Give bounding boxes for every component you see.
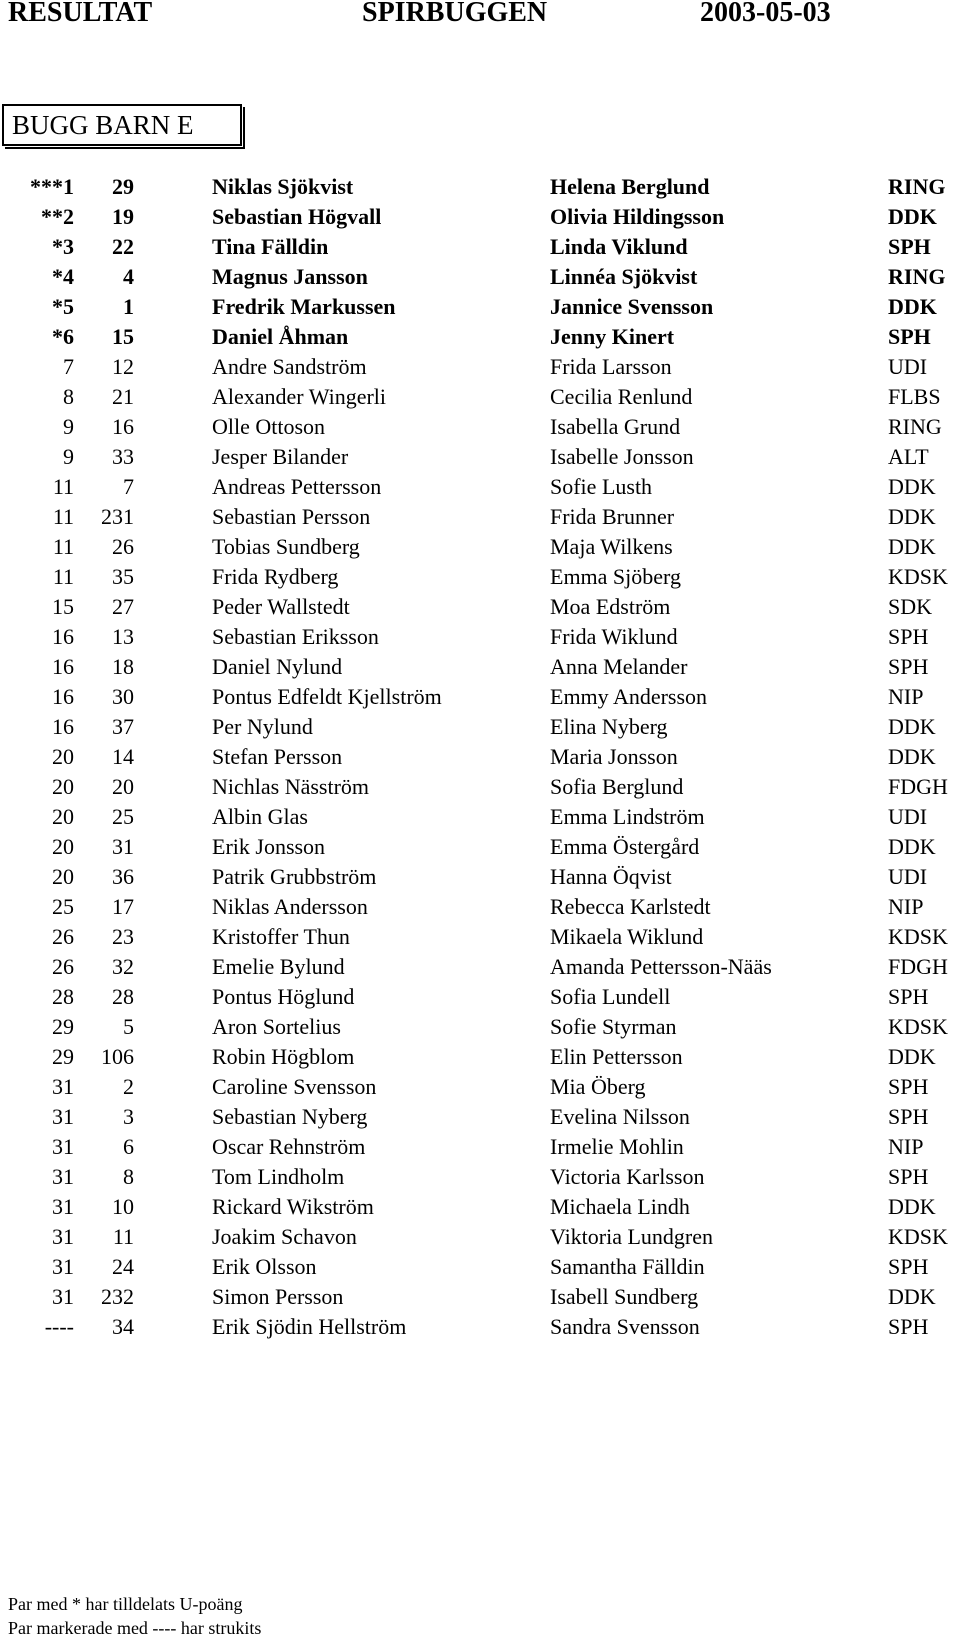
follow-dancer: Helena Berglund	[550, 174, 710, 199]
result-row	[0, 384, 960, 414]
club-code: DDK	[888, 294, 937, 319]
club-code: ALT	[888, 444, 929, 469]
placement: 31	[52, 1134, 74, 1159]
lead-dancer: Nichlas Näsström	[212, 774, 370, 799]
lead-dancer: Daniel Nylund	[212, 654, 343, 679]
start-number: 17	[112, 894, 134, 919]
start-number: 5	[123, 1014, 134, 1039]
club-code: DDK	[888, 744, 936, 769]
placement: **2	[41, 204, 74, 229]
club-code: DDK	[888, 1044, 936, 1069]
start-number: 25	[112, 804, 134, 829]
result-row	[0, 594, 960, 624]
results-table	[0, 174, 960, 1344]
lead-dancer: Andre Sandström	[212, 354, 367, 379]
lead-dancer: Peder Wallstedt	[212, 594, 350, 619]
placement: *6	[52, 324, 74, 349]
placement: ----	[44, 1314, 74, 1339]
lead-dancer: Patrik Grubbström	[212, 864, 377, 889]
placement: 31	[52, 1194, 74, 1219]
result-row	[0, 1014, 960, 1044]
club-code: DDK	[888, 714, 936, 739]
result-row	[0, 984, 960, 1014]
placement: *3	[52, 234, 74, 259]
club-code: FDGH	[888, 954, 948, 979]
result-row	[0, 744, 960, 774]
follow-dancer: Emma Sjöberg	[550, 564, 681, 589]
placement: 31	[52, 1284, 74, 1309]
follow-dancer: Moa Edström	[550, 594, 671, 619]
start-number: 33	[112, 444, 134, 469]
start-number: 36	[112, 864, 134, 889]
club-code: DDK	[888, 504, 936, 529]
placement: 11	[52, 504, 74, 529]
follow-dancer: Frida Brunner	[550, 504, 675, 529]
result-row	[0, 714, 960, 744]
lead-dancer: Daniel Åhman	[212, 324, 349, 349]
follow-dancer: Elina Nyberg	[550, 714, 668, 739]
follow-dancer: Isabelle Jonsson	[550, 444, 694, 469]
result-row	[0, 1314, 960, 1344]
club-code: SPH	[888, 1314, 929, 1339]
follow-dancer: Samantha Fälldin	[550, 1254, 705, 1279]
lead-dancer: Olle Ottoson	[212, 414, 326, 439]
placement: 26	[52, 924, 74, 949]
start-number: 21	[112, 384, 134, 409]
club-code: SPH	[888, 1254, 929, 1279]
placement: 16	[52, 654, 74, 679]
start-number: 20	[112, 774, 134, 799]
result-row	[0, 504, 960, 534]
lead-dancer: Per Nylund	[212, 714, 313, 739]
follow-dancer: Anna Melander	[550, 654, 688, 679]
follow-dancer: Frida Wiklund	[550, 624, 678, 649]
lead-dancer: Rickard Wikström	[212, 1194, 374, 1219]
placement: *5	[52, 294, 74, 319]
club-code: DDK	[888, 474, 936, 499]
placement: 20	[52, 804, 74, 829]
lead-dancer: Niklas Sjökvist	[212, 174, 354, 199]
start-number: 18	[112, 654, 134, 679]
placement: 31	[52, 1164, 74, 1189]
placement: 16	[52, 714, 74, 739]
class-name: BUGG BARN E	[2, 104, 242, 146]
follow-dancer: Irmelie Mohlin	[550, 1134, 684, 1159]
follow-dancer: Viktoria Lundgren	[550, 1224, 714, 1249]
event-name: SPIRBUGGEN	[362, 0, 548, 28]
result-row	[0, 204, 960, 234]
club-code: FLBS	[888, 384, 941, 409]
club-code: FDGH	[888, 774, 948, 799]
placement: 31	[52, 1254, 74, 1279]
club-code: SPH	[888, 654, 929, 679]
result-row	[0, 1164, 960, 1194]
follow-dancer: Amanda Pettersson-Nääs	[550, 954, 772, 979]
follow-dancer: Sofia Berglund	[550, 774, 684, 799]
placement: 16	[52, 684, 74, 709]
result-row	[0, 234, 960, 264]
start-number: 15	[112, 324, 134, 349]
placement: *4	[52, 264, 74, 289]
lead-dancer: Albin Glas	[212, 804, 308, 829]
result-row	[0, 1134, 960, 1164]
follow-dancer: Linda Viklund	[550, 234, 688, 259]
lead-dancer: Sebastian Högvall	[212, 204, 382, 229]
lead-dancer: Niklas Andersson	[212, 894, 368, 919]
club-code: SPH	[888, 984, 929, 1009]
start-number: 35	[112, 564, 134, 589]
start-number: 23	[112, 924, 134, 949]
placement: 20	[52, 744, 74, 769]
placement: 20	[52, 774, 74, 799]
placement: 9	[63, 414, 74, 439]
follow-dancer: Isabella Grund	[550, 414, 681, 439]
start-number: 26	[112, 534, 134, 559]
event-date: 2003-05-03	[700, 0, 831, 28]
follow-dancer: Sandra Svensson	[550, 1314, 700, 1339]
lead-dancer: Emelie Bylund	[212, 954, 345, 979]
page-header	[0, 0, 960, 30]
placement: 20	[52, 834, 74, 859]
result-row	[0, 894, 960, 924]
start-number: 6	[123, 1134, 134, 1159]
result-row	[0, 1104, 960, 1134]
start-number: 19	[112, 204, 134, 229]
start-number: 106	[101, 1044, 134, 1069]
lead-dancer: Frida Rydberg	[212, 564, 339, 589]
start-number: 1	[123, 294, 134, 319]
club-code: KDSK	[888, 924, 948, 949]
placement: 26	[52, 954, 74, 979]
result-row	[0, 564, 960, 594]
result-row	[0, 1284, 960, 1314]
result-row	[0, 354, 960, 384]
club-code: RING	[888, 264, 946, 289]
follow-dancer: Olivia Hildingsson	[550, 204, 725, 229]
lead-dancer: Alexander Wingerli	[212, 384, 387, 409]
follow-dancer: Maria Jonsson	[550, 744, 678, 769]
start-number: 13	[112, 624, 134, 649]
start-number: 29	[112, 174, 134, 199]
lead-dancer: Tobias Sundberg	[212, 534, 360, 559]
placement: 28	[52, 984, 74, 1009]
club-code: RING	[888, 414, 942, 439]
result-row	[0, 474, 960, 504]
start-number: 30	[112, 684, 134, 709]
follow-dancer: Jannice Svensson	[550, 294, 714, 319]
start-number: 24	[112, 1254, 134, 1279]
start-number: 11	[112, 1224, 134, 1249]
club-code: DDK	[888, 1284, 936, 1309]
follow-dancer: Elin Pettersson	[550, 1044, 683, 1069]
club-code: NIP	[888, 684, 924, 709]
start-number: 7	[123, 474, 134, 499]
footer-note-struck: Par markerade med ---- har strukits	[8, 1618, 262, 1638]
follow-dancer: Michaela Lindh	[550, 1194, 690, 1219]
club-code: DDK	[888, 834, 936, 859]
lead-dancer: Kristoffer Thun	[212, 924, 350, 949]
lead-dancer: Aron Sortelius	[212, 1014, 341, 1039]
club-code: SPH	[888, 1164, 929, 1189]
start-number: 12	[112, 354, 134, 379]
result-row	[0, 174, 960, 204]
placement: 29	[52, 1014, 74, 1039]
lead-dancer: Andreas Pettersson	[212, 474, 382, 499]
lead-dancer: Sebastian Eriksson	[212, 624, 379, 649]
result-row	[0, 1044, 960, 1074]
follow-dancer: Hanna Öqvist	[550, 864, 672, 889]
placement: 15	[52, 594, 74, 619]
placement: 31	[52, 1104, 74, 1129]
club-code: SPH	[888, 324, 931, 349]
start-number: 32	[112, 954, 134, 979]
result-row	[0, 654, 960, 684]
lead-dancer: Erik Jonsson	[212, 834, 326, 859]
result-row	[0, 444, 960, 474]
club-code: SPH	[888, 1104, 929, 1129]
follow-dancer: Rebecca Karlstedt	[550, 894, 711, 919]
start-number: 232	[101, 1284, 134, 1309]
club-code: UDI	[888, 804, 928, 829]
follow-dancer: Emma Lindström	[550, 804, 705, 829]
placement: ***1	[30, 174, 74, 199]
start-number: 4	[123, 264, 134, 289]
follow-dancer: Emmy Andersson	[550, 684, 708, 709]
placement: 8	[63, 384, 74, 409]
result-row	[0, 294, 960, 324]
placement: 25	[52, 894, 74, 919]
follow-dancer: Emma Östergård	[550, 834, 700, 859]
start-number: 16	[112, 414, 134, 439]
club-code: NIP	[888, 1134, 924, 1159]
club-code: SPH	[888, 1074, 929, 1099]
lead-dancer: Oscar Rehnström	[212, 1134, 366, 1159]
club-code: DDK	[888, 1194, 936, 1219]
lead-dancer: Sebastian Persson	[212, 504, 371, 529]
result-row	[0, 954, 960, 984]
club-code: KDSK	[888, 1224, 948, 1249]
lead-dancer: Simon Persson	[212, 1284, 344, 1309]
placement: 31	[52, 1224, 74, 1249]
start-number: 27	[112, 594, 134, 619]
result-row	[0, 324, 960, 354]
start-number: 3	[123, 1104, 134, 1129]
result-row	[0, 1074, 960, 1104]
lead-dancer: Magnus Jansson	[212, 264, 368, 289]
placement: 11	[52, 474, 74, 499]
start-number: 28	[112, 984, 134, 1009]
follow-dancer: Cecilia Renlund	[550, 384, 693, 409]
result-row	[0, 1194, 960, 1224]
placement: 7	[63, 354, 74, 379]
result-row	[0, 774, 960, 804]
result-title: RESULTAT	[8, 0, 153, 28]
placement: 20	[52, 864, 74, 889]
start-number: 31	[112, 834, 134, 859]
follow-dancer: Isabell Sundberg	[550, 1284, 699, 1309]
follow-dancer: Sofie Lusth	[550, 474, 653, 499]
follow-dancer: Sofia Lundell	[550, 984, 671, 1009]
club-code: DDK	[888, 204, 937, 229]
follow-dancer: Victoria Karlsson	[550, 1164, 705, 1189]
lead-dancer: Tina Fälldin	[212, 234, 329, 259]
result-row	[0, 864, 960, 894]
follow-dancer: Linnéa Sjökvist	[550, 264, 698, 289]
lead-dancer: Joakim Schavon	[212, 1224, 357, 1249]
result-row	[0, 834, 960, 864]
result-row	[0, 264, 960, 294]
follow-dancer: Mia Öberg	[550, 1074, 646, 1099]
follow-dancer: Mikaela Wiklund	[550, 924, 704, 949]
club-code: KDSK	[888, 564, 948, 589]
start-number: 34	[112, 1314, 134, 1339]
follow-dancer: Jenny Kinert	[550, 324, 675, 349]
footer-note-u-points: Par med * har tilldelats U-poäng	[8, 1594, 243, 1614]
lead-dancer: Fredrik Markussen	[212, 294, 396, 319]
placement: 9	[63, 444, 74, 469]
start-number: 231	[101, 504, 134, 529]
result-row	[0, 1224, 960, 1254]
club-code: NIP	[888, 894, 924, 919]
placement: 11	[52, 534, 74, 559]
placement: 11	[52, 564, 74, 589]
lead-dancer: Caroline Svensson	[212, 1074, 377, 1099]
lead-dancer: Pontus Höglund	[212, 984, 355, 1009]
result-row	[0, 804, 960, 834]
placement: 16	[52, 624, 74, 649]
start-number: 8	[123, 1164, 134, 1189]
lead-dancer: Pontus Edfeldt Kjellström	[212, 684, 442, 709]
club-code: UDI	[888, 864, 928, 889]
lead-dancer: Erik Sjödin Hellström	[212, 1314, 407, 1339]
result-row	[0, 414, 960, 444]
start-number: 37	[112, 714, 134, 739]
start-number: 14	[112, 744, 134, 769]
lead-dancer: Robin Högblom	[212, 1044, 355, 1069]
start-number: 10	[112, 1194, 134, 1219]
club-code: RING	[888, 174, 946, 199]
result-row	[0, 624, 960, 654]
lead-dancer: Sebastian Nyberg	[212, 1104, 368, 1129]
club-code: DDK	[888, 534, 936, 559]
lead-dancer: Erik Olsson	[212, 1254, 317, 1279]
result-row	[0, 924, 960, 954]
follow-dancer: Maja Wilkens	[550, 534, 673, 559]
club-code: SPH	[888, 624, 929, 649]
lead-dancer: Tom Lindholm	[212, 1164, 345, 1189]
start-number: 22	[112, 234, 134, 259]
follow-dancer: Sofie Styrman	[550, 1014, 677, 1039]
lead-dancer: Stefan Persson	[212, 744, 343, 769]
club-code: SPH	[888, 234, 931, 259]
club-code: KDSK	[888, 1014, 948, 1039]
placement: 29	[52, 1044, 74, 1069]
placement: 31	[52, 1074, 74, 1099]
result-row	[0, 684, 960, 714]
lead-dancer: Jesper Bilander	[212, 444, 349, 469]
follow-dancer: Evelina Nilsson	[550, 1104, 690, 1129]
start-number: 2	[123, 1074, 134, 1099]
club-code: SDK	[888, 594, 933, 619]
result-row	[0, 534, 960, 564]
club-code: UDI	[888, 354, 928, 379]
follow-dancer: Frida Larsson	[550, 354, 672, 379]
result-row	[0, 1254, 960, 1284]
